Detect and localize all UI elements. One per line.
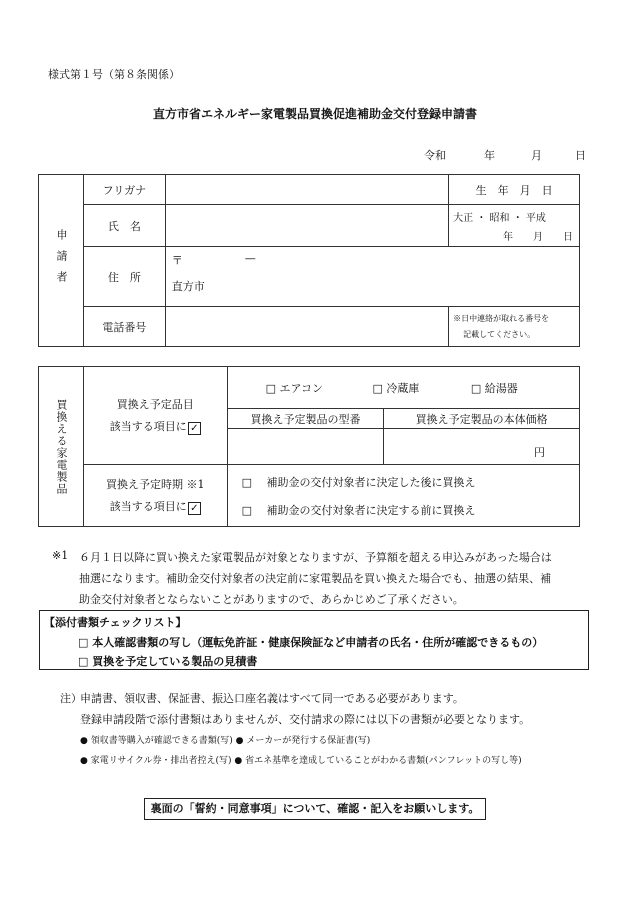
date-month: 月 (531, 149, 542, 162)
phone-label: 電話番号 (83, 307, 165, 347)
note2-mark: 注） (60, 692, 82, 705)
address-field[interactable] (165, 247, 579, 307)
bullet-energy-document: 省エネ基準を達成していることがわかる書類(パンフレットの写し等) (245, 756, 522, 766)
postal-mark: 〒 (171, 254, 183, 267)
option-aircon[interactable]: □ エアコン (265, 381, 323, 395)
note1-line-2: 抽選になります。補助金交付対象者の決定前に家電製品を買い換えた場合でも、抽選の結果、補 (79, 572, 552, 585)
note2-bullets-row-2 (80, 753, 522, 766)
checklist-box (39, 610, 589, 670)
date-year: 年 (484, 149, 495, 162)
note1-mark: ※1 (52, 549, 69, 562)
bullet-recycle-ticket: 家電リサイクル券・排出者控え(写) (90, 756, 232, 766)
city-name: 直方市 (171, 280, 205, 293)
timing-options (227, 465, 579, 527)
timing-option-before[interactable]: □ 補助金の交付対象者に決定する前に買換え (241, 503, 476, 517)
bullet-warranty: メーカーが発行する保証書(写) (246, 736, 371, 746)
back-side-notice: 裏面の「誓約・同意事項」について、確認・記入をお願いします。 (144, 798, 486, 820)
birth-eras: 大正 ・ 昭和 ・ 平成 (453, 213, 546, 224)
postal-dash: — (244, 252, 256, 265)
timing-label-line-1: 買換え予定時期 ※1 (106, 478, 205, 491)
note2-line-2: 登録申請段階で添付書類はありませんが、交付請求の際には以下の書類が必要となります。 (80, 713, 531, 726)
name-label: 氏 名 (83, 205, 165, 247)
price-field[interactable] (384, 429, 580, 465)
checked-box-icon: ✓ (188, 422, 201, 435)
item-label-line-2: 該当する項目に (109, 420, 187, 433)
checklist-item-id[interactable]: □ 本人確認書類の写し（運転免許証・健康保険証など申請者の氏名・住所が確認できるもの） (78, 636, 544, 649)
phone-note-line-2: 記載してください。 (463, 330, 536, 339)
note2-line-1: 申請書、領収書、保証書、振込口座名義はすべて同一である必要があります。 (80, 692, 464, 705)
phone-field[interactable] (165, 307, 448, 347)
bullet-icon: ● (80, 756, 88, 766)
bullet-icon: ● (80, 736, 88, 746)
phone-note-line-1: ※日中連絡が取れる番号を (453, 314, 550, 323)
phone-note (449, 307, 580, 347)
timing-option-after[interactable]: □ 補助金の交付対象者に決定した後に買換え (241, 475, 476, 489)
birth-date-label: 生 年 月 日 (449, 175, 580, 205)
applicant-section-label: 申請者 (39, 175, 84, 347)
date-day: 日 (575, 149, 586, 162)
page-title: 直方市省エネルギー家電製品買換促進補助金交付登録申請書 (152, 107, 477, 121)
model-header: 買換え予定製品の型番 (227, 409, 384, 429)
birth-ymd: 年 月 日 (503, 232, 573, 243)
bullet-icon: ● (234, 756, 243, 766)
birth-date-field[interactable] (449, 205, 580, 247)
price-header: 買換え予定製品の本体価格 (384, 409, 580, 429)
replacement-section-label: 買換える家電製品 (39, 367, 84, 527)
bullet-icon: ● (235, 736, 244, 746)
checklist-title: 【添付書類チェックリスト】 (44, 616, 187, 629)
checklist-item-estimate[interactable]: □ 買換を予定している製品の見積書 (78, 655, 258, 668)
item-label-line-1: 買換え予定品目 (116, 398, 194, 411)
checked-box-icon: ✓ (188, 502, 201, 515)
option-fridge[interactable]: □ 冷蔵庫 (372, 381, 420, 395)
timing-label-line-2: 該当する項目に (109, 500, 187, 513)
address-label: 住 所 (83, 247, 165, 307)
furigana-label: フリガナ (83, 175, 165, 205)
item-label (83, 367, 227, 465)
timing-label (83, 465, 227, 527)
note1-line-1: ６月１日以降に買い換えた家電製品が対象となりますが、予算額を超える申込みがあった場合は (79, 551, 552, 564)
note2-bullets-row-1 (80, 733, 370, 746)
form-number: 様式第１号（第８条関係） (48, 68, 180, 81)
date-era: 令和 (424, 149, 446, 162)
name-field[interactable] (165, 205, 448, 247)
replacement-table (38, 366, 580, 527)
model-number-field[interactable] (227, 429, 384, 465)
applicant-table (38, 174, 580, 347)
option-water-heater[interactable]: □ 給湯器 (470, 381, 518, 395)
furigana-field[interactable] (165, 175, 448, 205)
bullet-receipt: 領収書等購入が確認できる書類(写) (90, 736, 233, 746)
price-unit: 円 (534, 446, 545, 459)
item-options (227, 367, 579, 409)
note1-line-3: 助金交付対象者とならないことがありますので、あらかじめご了承ください。 (79, 593, 464, 606)
